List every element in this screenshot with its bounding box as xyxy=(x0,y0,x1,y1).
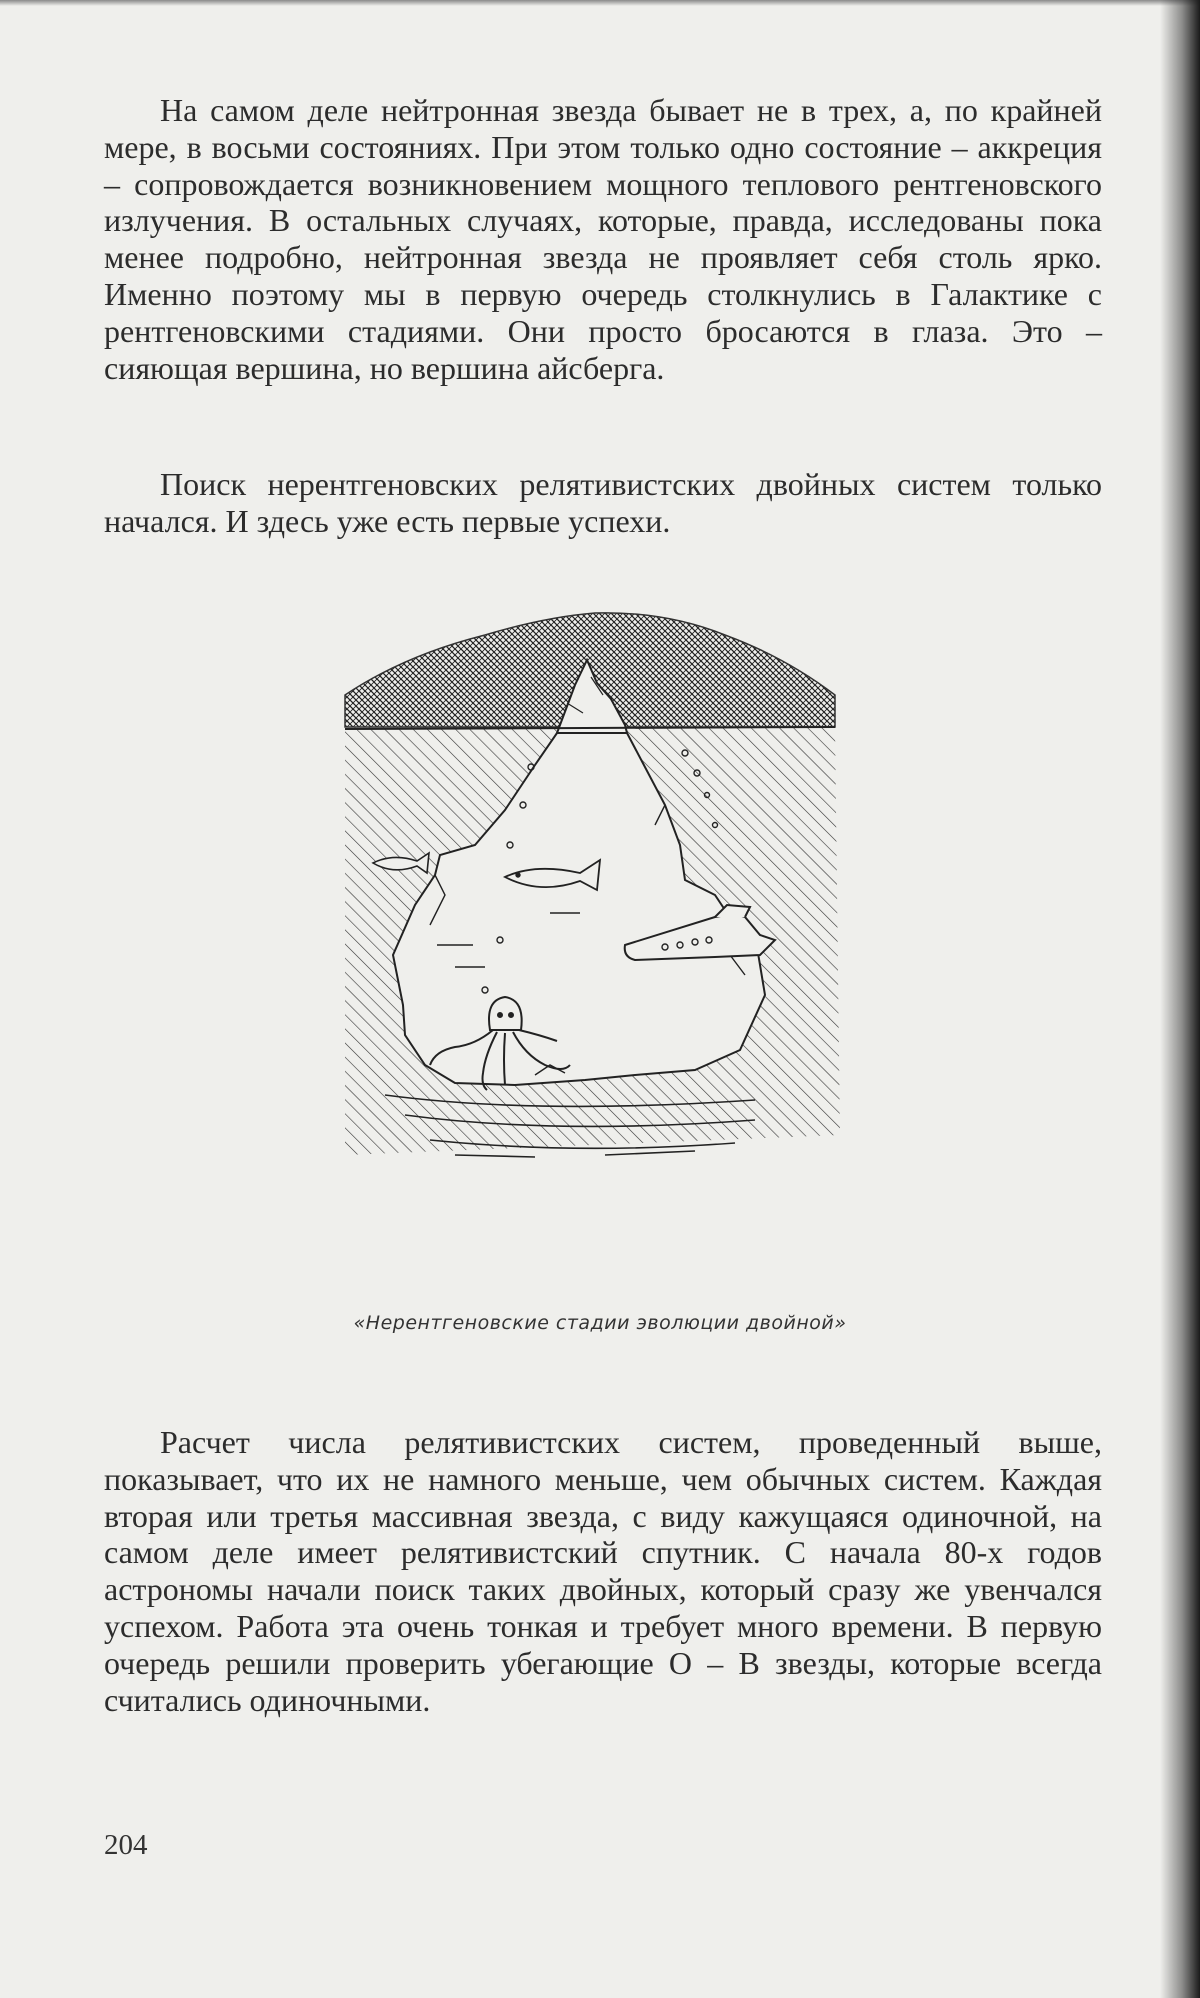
paragraph-1: На самом деле нейтронная звезда бывает не в трех, а, по крайней мере, в восьми состояниях. При этом только одно состояние – аккреция – сопровождается возникновением мощного теплового рентгеновского излучения. В остальных случаях, которые, правда, исследованы пока менее подробно, нейтронная звезда не проявляет себя столь ярко. Именно поэтому мы в первую очередь столкнулись в Галактике с рентгеновскими стадиями. Они просто бросаются в глаза. Это – сияющая вершина, но вершина айсберга. xyxy=(104,92,1102,386)
paragraph-2: Поиск нерентгеновских релятивистских двойных систем только начался. И здесь уже есть первые успехи. xyxy=(104,466,1102,539)
paragraph-3: Расчет числа релятивистских систем, проведенный выше, показывает, что их не намного меньше, чем обычных систем. Каждая вторая или третья массивная звезда, с виду кажущаяся одиночной, на самом деле имеет релятивистский спутник. С начала 80-х годов астрономы начали поиск таких двойных, который сразу же увенчался успехом. Работа эта очень тонкая и требует много времени. В первую очередь решили проверить убегающие О – В звезды, которые всегда считались одиночными. xyxy=(104,1424,1102,1718)
page-number: 204 xyxy=(104,1829,148,1861)
illustration-caption: «Нерентгеновские стадии эволюции двойной» xyxy=(353,1312,847,1334)
iceberg-illustration xyxy=(335,595,845,1245)
page-spine-shadow xyxy=(1160,0,1200,1998)
page-top-edge xyxy=(0,0,1200,6)
